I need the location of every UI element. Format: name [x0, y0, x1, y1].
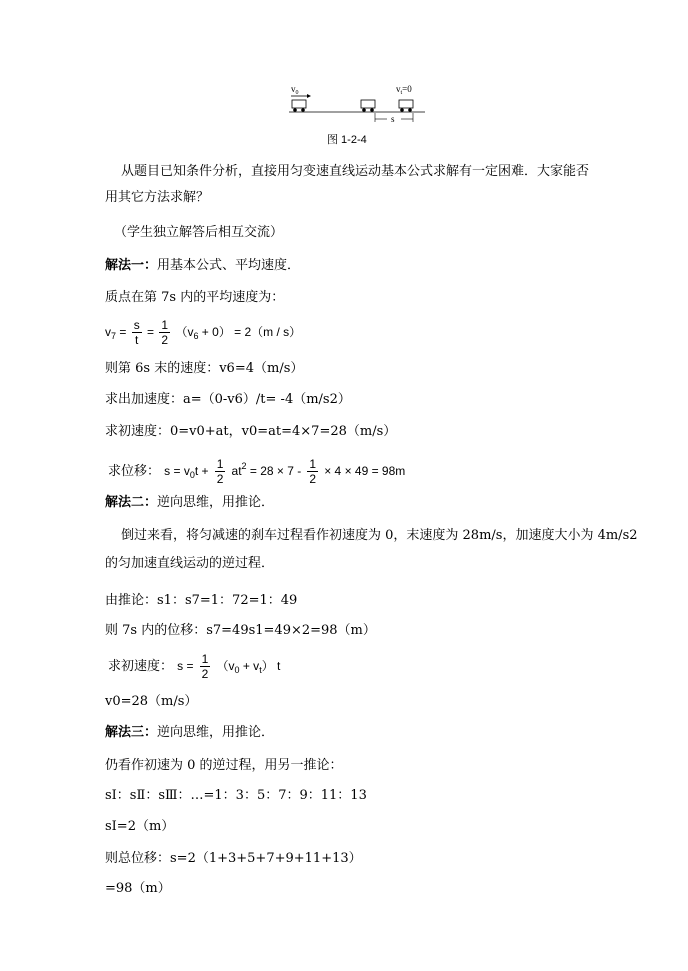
paragraph-analysis-cont: 用其它方法求解？ — [105, 190, 210, 205]
method-1-line-2: 则第 6s 末的速度：v6=4（m/s） — [105, 361, 304, 376]
cart-middle-wheel — [362, 108, 366, 112]
method-1-title: 解法一： — [105, 258, 158, 273]
initial-velocity-prefix: 求初速度： — [108, 659, 174, 674]
vt-label: $v_t=0$ — [396, 84, 412, 96]
method-1-heading — [105, 257, 300, 275]
method-1-formula: $v_7$ = $\frac{s}{t}$ = $\frac{1}{2}$ $(v_6 + 0) = 2(m / s)$ — [105, 318, 302, 348]
method-2-heading — [105, 494, 274, 512]
method-1-line-3: 求出加速度：a=（0-v6）/t= -4（m/s2） — [105, 392, 351, 407]
cart-start-wheel — [301, 108, 305, 112]
fraction-half-c: $\frac{1}{2}$ — [201, 652, 209, 681]
formula-v7: $v_7$ = — [105, 325, 127, 341]
fraction-half-a: $\frac{1}{2}$ — [216, 457, 224, 486]
method-3-line-2: sⅠ：sⅡ：sⅢ：…=1：3：5：7：9：11：13 — [105, 788, 367, 803]
method-2-line-1-cont: 的匀加速直线运动的逆过程． — [105, 556, 275, 571]
cart-start — [292, 100, 306, 108]
method-1-desc: 用基本公式、平均速度． — [157, 258, 301, 273]
v0-label: $v_0$ — [291, 84, 299, 96]
cart-end-wheel — [408, 108, 412, 112]
method-3-line-3: sⅠ=2（m） — [105, 819, 175, 834]
cart-start-wheel — [293, 108, 297, 112]
method-2-line-2: 由推论：s1：s7=1：72=1：49 — [105, 593, 298, 608]
method-3-title: 解法三： — [105, 725, 158, 740]
method-3-desc: 逆向思维，用推论． — [157, 725, 275, 740]
method-2-line-1: 倒过来看，将匀减速的刹车过程看作初速度为 0，末速度为 28m/s，加速度大小为 4m/s2 — [121, 528, 638, 543]
figure-caption: 图 1-2-4 — [327, 134, 367, 146]
method-1-displacement: 求位移： $s = v_0t$ + $\frac{1}{2}$ $at^2 = 28 \times 7$ - $\frac{1}{2}$ × 4 × 49 = 98m — [108, 457, 406, 486]
cart-end — [399, 100, 413, 108]
method-3-line-5: =98（m） — [105, 881, 171, 896]
fraction-s-over-t: $\frac{s}{t}$ — [133, 318, 140, 348]
cart-middle — [361, 100, 375, 108]
method-2-line-3: 则 7s 内的位移：s7=49s1=49×2=98（m） — [105, 623, 376, 638]
fraction-half-b: $\frac{1}{2}$ — [309, 457, 317, 486]
method-2-desc: 逆向思维，用推论． — [157, 495, 275, 510]
cart-end-wheel — [400, 108, 404, 112]
v0-arrowhead — [307, 94, 311, 98]
s-label: s — [391, 114, 395, 124]
method-1-line-1: 质点在第 7s 内的平均速度为： — [105, 290, 285, 305]
fraction-one-half: $\frac{1}{2}$ — [161, 318, 169, 348]
method-2-title: 解法二： — [105, 495, 158, 510]
displacement-prefix: 求位移： — [108, 464, 161, 479]
method-3-line-4: 则总位移：s=2（1+3+5+7+9+11+13） — [105, 851, 362, 866]
paragraph-exchange: （学生独立解答后相互交流） — [114, 225, 284, 240]
paragraph-analysis: 从题目已知条件分析，直接用匀变速直线运动基本公式求解有一定困难．大家能否 — [121, 164, 590, 179]
method-3-heading — [105, 724, 274, 742]
method-2-initial-velocity: 求初速度： s = $\frac{1}{2}$ $(v_0 + v_t)$ t — [108, 652, 281, 681]
method-3-line-1: 仍看作初速为 0 的逆过程，用另一推论： — [105, 758, 343, 773]
method-2-line-5: v0=28（m/s） — [105, 694, 198, 709]
cart-middle-wheel — [370, 108, 374, 112]
method-1-line-4: 求初速度：0=v0+at，v0=at=4×7=28（m/s） — [105, 424, 397, 439]
